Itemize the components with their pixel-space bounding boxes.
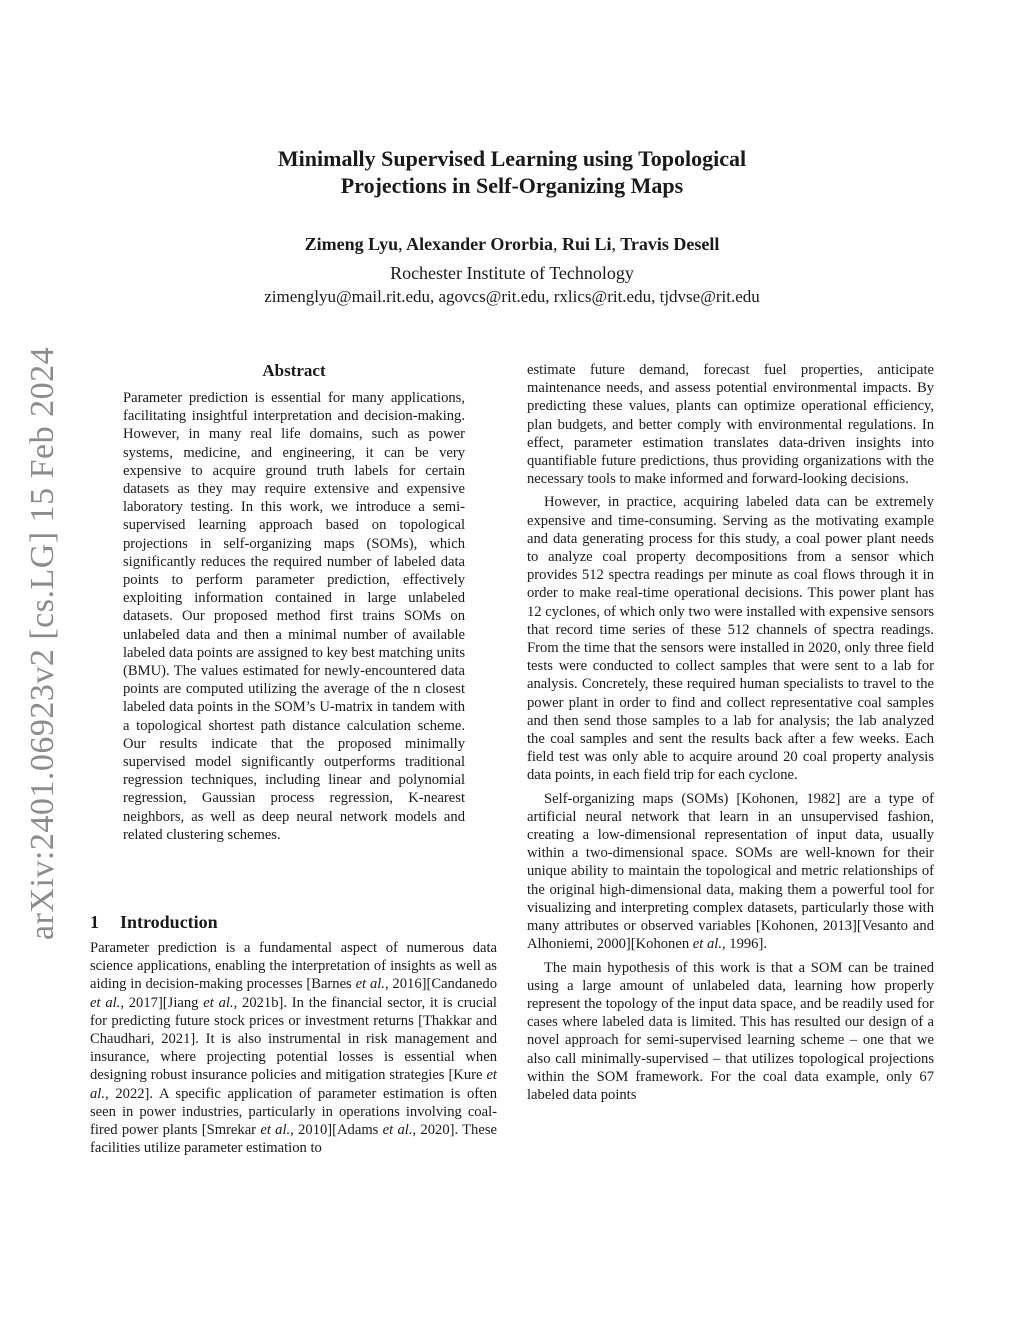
body-paragraph [90, 939, 497, 1157]
body-paragraph: estimate future demand, forecast fuel properties, anticipate maintenance needs, and assess potential environmental impacts. By predicting these values, plants can optimize operational efficiency, plan budgets, and better comply with environmental regulations. In effect, parameter estimation translates data-driven insights into quantifiable future predictions, thus providing organizations with the necessary tools to make informed and forward-looking decisions. [527, 362, 934, 488]
text-run: , 2016][Candanedo [384, 976, 497, 993]
author-separator: , [611, 234, 617, 254]
author-name: Travis Desell [620, 234, 720, 254]
text-run: , 2017][Jiang [120, 994, 204, 1011]
title-line-1: Minimally Supervised Learning using Topological [277, 146, 747, 171]
title-line-2: Projections in Self-Organizing Maps [340, 173, 684, 198]
body-paragraph: The main hypothesis of this work is that a SOM can be trained using a large amount of unlabeled data, learning how properly represent the topology of the input data space, and be readily used for cases where labeled data is limited. This has resulted our design of a novel approach for semi-supervised learning scheme – one that we also call minimally-supervised – that utilizes topological projections within the SOM framework. For the coal data example, only 67 labeled data points [527, 959, 934, 1103]
author-name: Alexander Ororbia [406, 234, 553, 254]
citation-etal: et al. [355, 976, 385, 993]
affiliation: Rochester Institute of Technology [390, 263, 634, 283]
abstract-heading: Abstract [262, 361, 326, 380]
right-column-body [527, 361, 934, 1104]
introduction-body [90, 939, 497, 1157]
body-paragraph: However, in practice, acquiring labeled data can be extremely expensive and time-consuming. Serving as the motivating example and data generating process for this study, a coal power plant needs to analyze coal property decompositions from a sensor which provides 512 spectra readings per minute as coal flows through it in order to make real-time operational decisions. This power plant has 12 cyclones, of which only two were installed with expensive sensors that record time series of these 512 channels of spectra readings. From the time that the sensors were installed in 2020, only three field tests were conducted to collect samples that were sent to a lab for analysis. Concretely, these required human specialists to travel to the power plant in order to find and collect representative coal samples and then send those samples to a lab for analysis; the lab analyzed the coal samples and sent the results back after a few weeks. Each field test was only able to acquire around 20 coal property analysis data points, in each field trip for each cyclone. [527, 494, 934, 784]
text-run: , 2022]. A specific application of parameter estimation is often seen in power industries, particularly in operations involving coal-fired power plants [Smrekar [90, 1085, 497, 1139]
body-paragraph [527, 790, 934, 954]
citation-etal: et al. [692, 936, 722, 953]
arxiv-identifier: arXiv:2401.06923v2 [cs.LG] 15 Feb 2024 [24, 346, 61, 940]
citation-etal: et al. [382, 1122, 413, 1139]
text-run: , 2021b]. In the financial sector, it is crucial for predicting future stock prices or investment returns [Thakkar and Chaudhari, 2021]. It is also instrumental in risk management and insurance, where projecting potential losses is essential when designing robust insurance policies and mitigation strategies [Kure [90, 994, 497, 1084]
text-run: , 1996]. [721, 936, 767, 953]
citation-etal: et al. [90, 1067, 497, 1102]
section-number: 1 [90, 912, 99, 932]
paper-title [140, 145, 884, 199]
citation-etal: et al. [90, 994, 121, 1011]
text-run: , 2020]. These facilities utilize parameter estimation to [90, 1122, 497, 1157]
author-name: Rui Li [562, 234, 612, 254]
author-list [140, 233, 884, 255]
abstract-paragraph: Parameter prediction is essential for many applications, facilitating insightful interpretation and decision-making. However, in many real life domains, such as power systems, medicine, and engineering, it can be very expensive to acquire ground truth labels for certain datasets as they may require extensive and expensive laboratory testing. In this work, we introduce a semi-supervised learning approach based on topological projections in self-organizing maps (SOMs), which significantly reduces the required number of labeled data points to perform parameter prediction, effectively exploiting information contained in large unlabeled datasets. Our proposed method first trains SOMs on unlabeled data and then a minimal number of available labeled data points are assigned to key best matching units (BMU). The values estimated for newly-encountered data points are computed utilizing the average of the n closest labeled data points in the SOM’s U-matrix in tandem with a topological shortest path distance calculation scheme. Our results indicate that the proposed minimally supervised model significantly outperforms traditional regression techniques, including linear and polynomial regression, Gaussian process regression, K-nearest neighbors, as well as deep neural network models and related clustering schemes. [123, 390, 465, 843]
author-emails: zimenglyu@mail.rit.edu, agovcs@rit.edu, rxlics@rit.edu, tjdvse@rit.edu [264, 287, 760, 306]
section-heading-introduction [90, 912, 218, 933]
citation-etal: et al. [203, 994, 234, 1011]
text-run: Self-organizing maps (SOMs) [Kohonen, 1982] are a type of artificial neural network that learn in an unsupervised fashion, creating a low-dimensional representation of input data, usually within a two-dimensional space. SOMs are well-known for their unique ability to maintain the topological and metric relationships of the original high-dimensional data, making them a powerful tool for visualizing and interpreting complex datasets, particularly those with many attributes or observed variables [Kohonen, 2013][Vesanto and Alhoniemi, 2000][Kohonen [527, 790, 934, 953]
citation-etal: et al. [260, 1122, 291, 1139]
text-run: , 2010][Adams [290, 1122, 383, 1139]
text-run: Parameter prediction is a fundamental aspect of numerous data science applications, enabling the interpretation of insights as well as aiding in decision-making processes [Barnes [90, 940, 497, 993]
abstract-body [123, 389, 465, 844]
author-separator: , [398, 234, 403, 254]
section-title: Introduction [120, 912, 218, 932]
author-name: Zimeng Lyu [304, 234, 399, 254]
author-separator: , [553, 234, 558, 254]
